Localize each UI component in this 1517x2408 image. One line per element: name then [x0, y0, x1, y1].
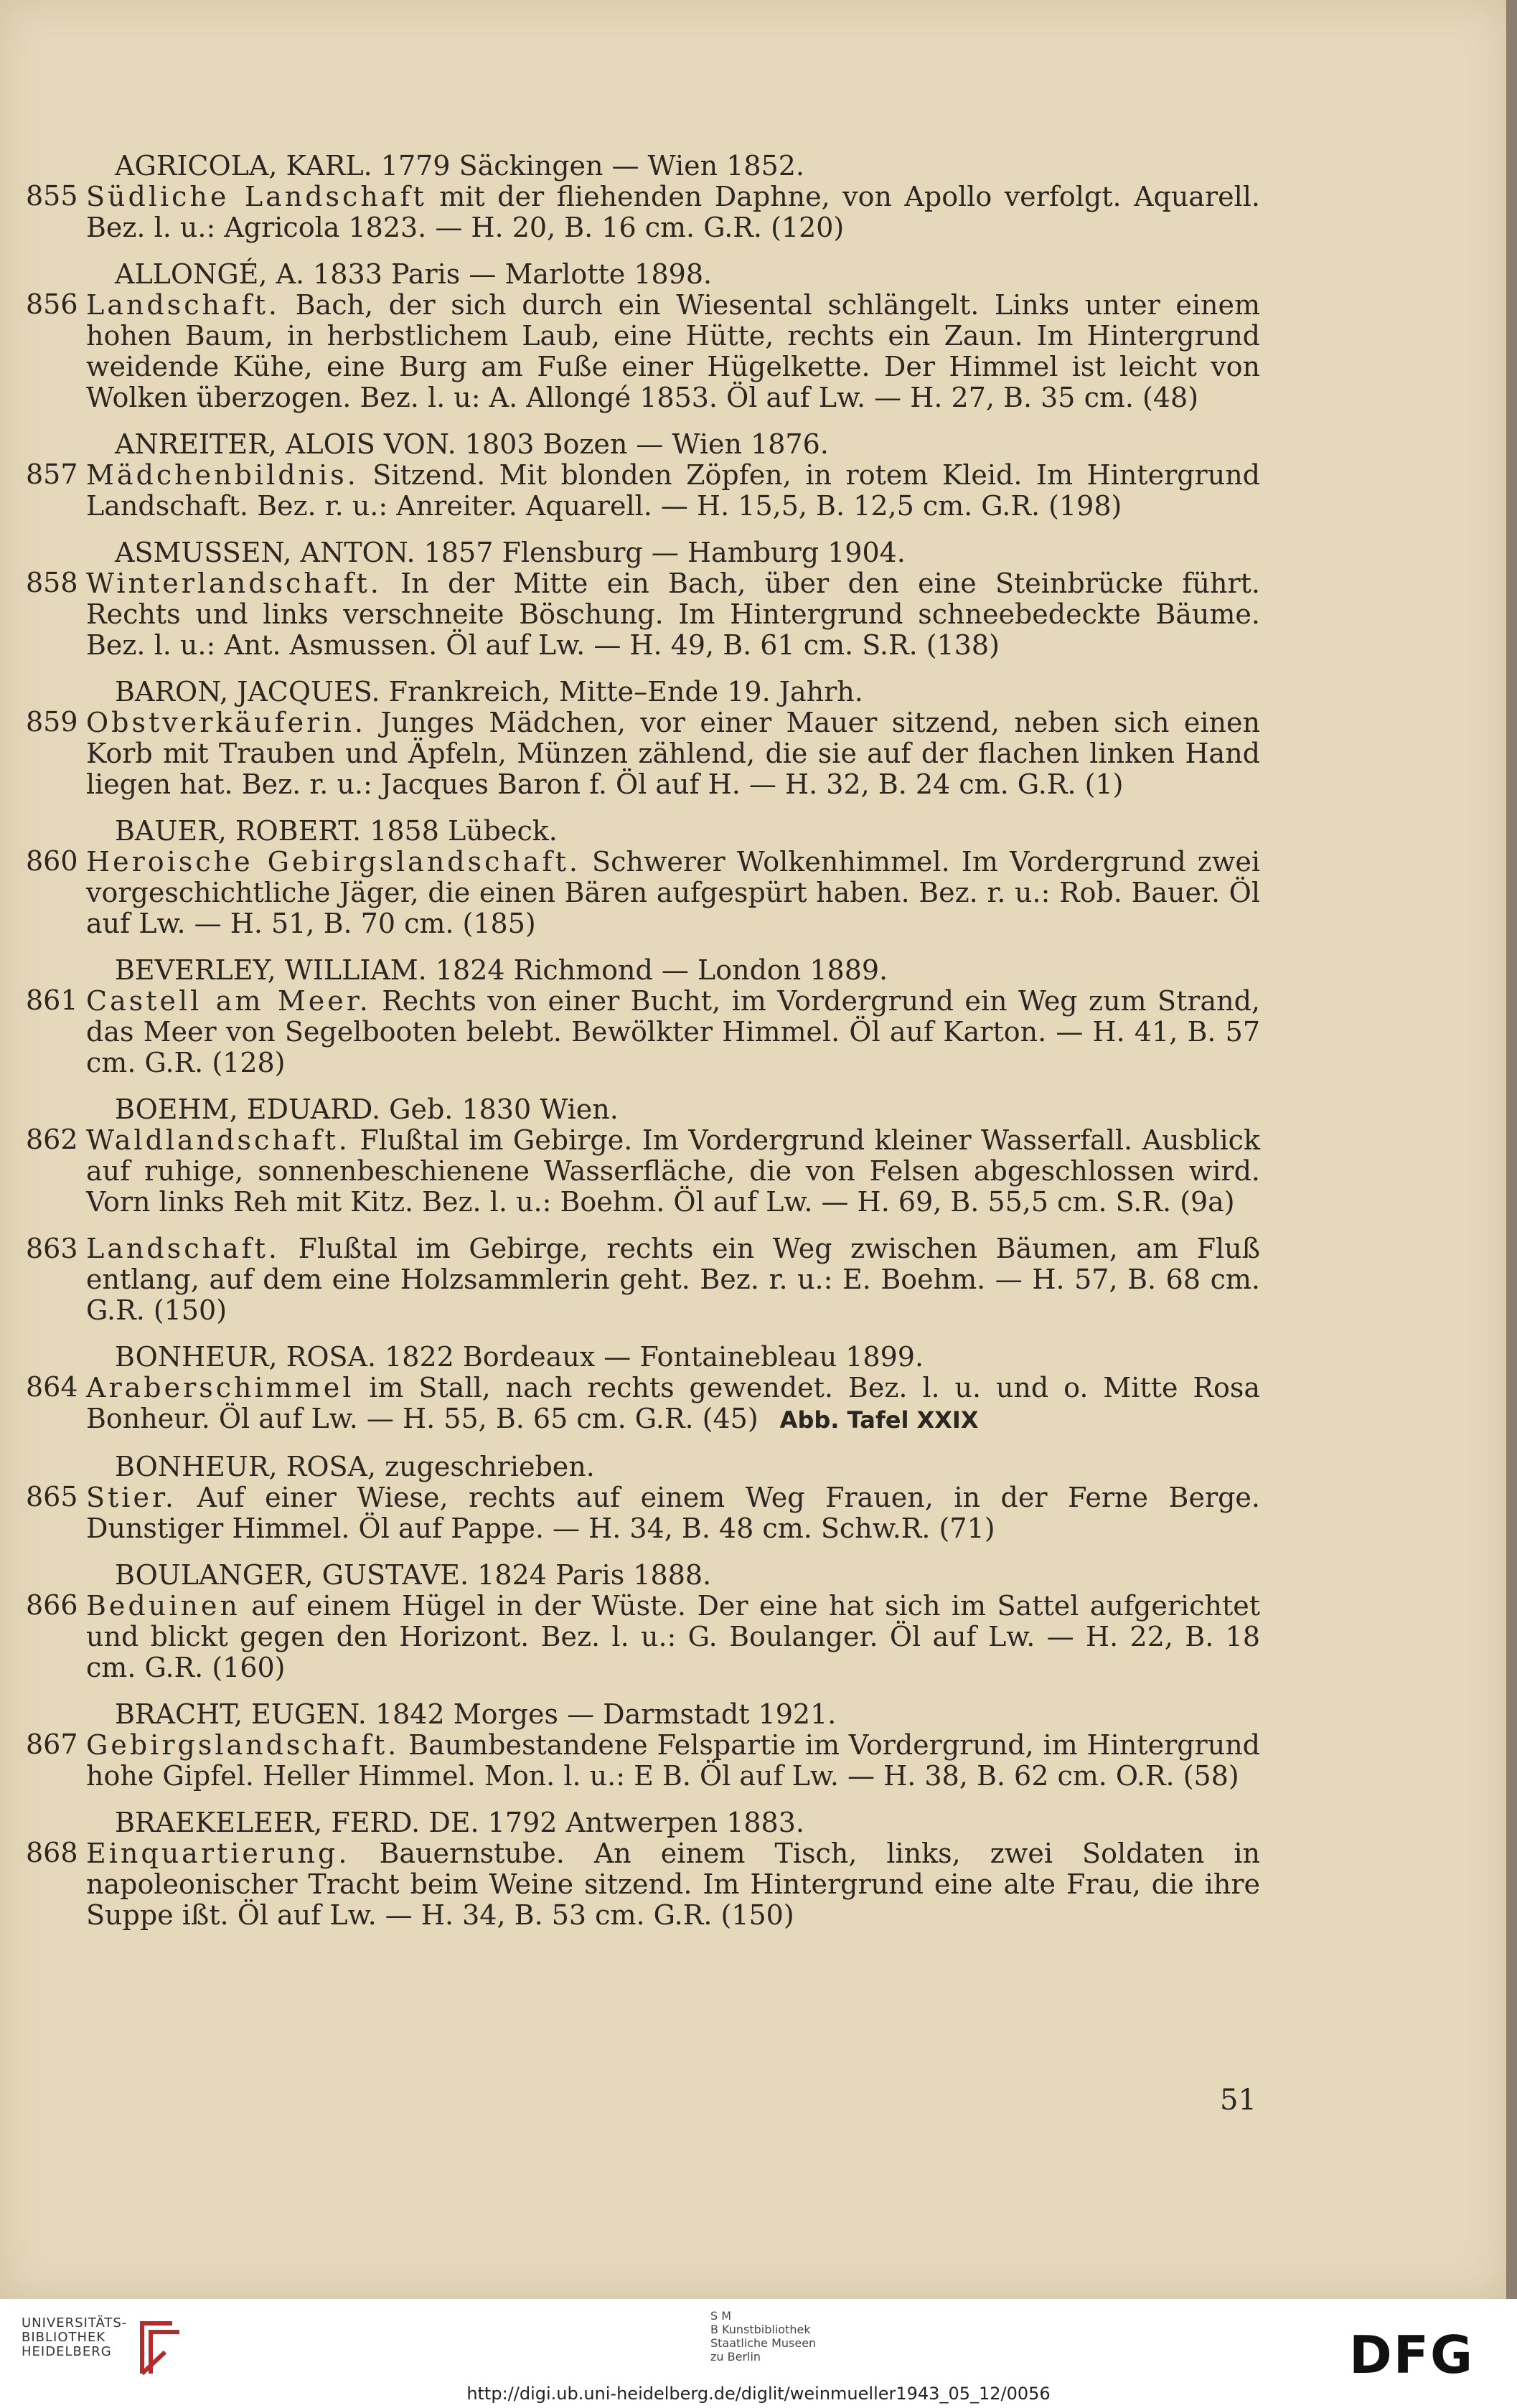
lot-number: 868: [26, 1837, 78, 1868]
work-details: mit der fliehenden Daphne, von Apollo verfolgt. Aquarell. Bez. l. u.: Agricola 1823. — H. 20, B. 16 cm. G.R. (120): [86, 181, 1260, 243]
catalogue-entry: [26, 537, 1260, 661]
work-title: Gebirgslandschaft.: [86, 1729, 400, 1761]
work-details: Junges Mädchen, vor einer Mauer sitzend, neben sich einen Korb mit Trauben und Äpfeln, Münzen zählend, die sie auf der flachen linken Hand liegen hat. Bez. r. u.: Jacques Baron f. Öl auf H. — H. 32, B. 24 cm. G.R. (1): [86, 707, 1260, 800]
work-title: Landschaft.: [86, 289, 281, 321]
work-title: Winterlandschaft.: [86, 568, 382, 599]
library-logo-icon: [136, 2316, 187, 2381]
work-title: Einquartierung.: [86, 1838, 350, 1869]
work-title: Landschaft.: [86, 1233, 281, 1264]
artist-heading: AGRICOLA, KARL. 1779 Säckingen — Wien 1852.: [115, 150, 805, 182]
work-details: Sitzend. Mit blonden Zöpfen, in rotem Kleid. Im Hintergrund Landschaft. Bez. r. u.: Anreiter. Aquarell. — H. 15,5, B. 12,5 cm. G.R. (198): [86, 459, 1260, 522]
work-description: [86, 847, 1260, 939]
catalogue-entry: [26, 1699, 1260, 1792]
plate-reference: Abb. Tafel XXIX: [779, 1406, 979, 1434]
catalogue-entry: [26, 429, 1260, 522]
artist-heading: ANREITER, ALOIS VON. 1803 Bozen — Wien 1876.: [115, 428, 829, 460]
work-description: [86, 182, 1260, 243]
artist-heading: BOULANGER, GUSTAVE. 1824 Paris 1888.: [115, 1559, 712, 1591]
lot-number: 860: [26, 845, 78, 877]
work-description: [86, 707, 1260, 800]
lot-number: 865: [26, 1481, 78, 1513]
work-title: Stier.: [86, 1482, 177, 1513]
work-description: [86, 1591, 1260, 1683]
work-details: Bauernstube. An einem Tisch, links, zwei Soldaten in napoleonischer Tracht beim Weine sitzend. Im Hintergrund eine alte Frau, die ihre Suppe ißt. Öl auf Lw. — H. 34, B. 53 cm. G.R. (150): [86, 1838, 1260, 1931]
smb-line-1: S M: [710, 2309, 732, 2323]
lot-number: 859: [26, 706, 78, 738]
lot-number: 862: [26, 1124, 78, 1155]
smb-line-3: Staatliche Museen: [710, 2336, 817, 2350]
lot-number: 863: [26, 1233, 78, 1264]
work-title: Mädchenbildnis.: [86, 459, 359, 491]
smb-logo[interactable]: [710, 2309, 816, 2364]
catalogue-entries: [26, 151, 1260, 1947]
lot-number: 857: [26, 458, 78, 490]
artist-heading: ASMUSSEN, ANTON. 1857 Flensburg — Hamburg 1904.: [115, 537, 906, 568]
catalogue-entry: [26, 1094, 1260, 1218]
work-details: Bach, der sich durch ein Wiesental schlängelt. Links unter einem hohen Baum, in herbstlichem Laub, eine Hütte, rechts ein Zaun. Im Hintergrund weidende Kühe, eine Burg am Fuße einer Hügelkette. Der Himmel ist leicht von Wolken überzogen. Bez. l. u: A. Allongé 1853. Öl auf Lw. — H. 27, B. 35 cm. (48): [86, 289, 1260, 413]
work-description: [86, 986, 1260, 1078]
source-url-link[interactable]: http://digi.ub.uni-heidelberg.de/diglit/weinmueller1943_05_12/0056: [466, 2384, 1051, 2404]
work-details: Auf einer Wiese, rechts auf einem Weg Frauen, in der Ferne Berge. Dunstiger Himmel. Öl auf Pappe. — H. 34, B. 48 cm. Schw.R. (71): [86, 1482, 1260, 1544]
artist-heading: BEVERLEY, WILLIAM. 1824 Richmond — London 1889.: [115, 954, 888, 986]
lot-number: 864: [26, 1371, 78, 1403]
work-description: [86, 1373, 1260, 1436]
catalogue-entry: [26, 1560, 1260, 1683]
work-details: Flußtal im Gebirge. Im Vordergrund kleiner Wasserfall. Ausblick auf ruhige, sonnenbeschienene Wasserfläche, die von Felsen abgeschlossen wird. Vorn links Reh mit Kitz. Bez. l. u.: Boehm. Öl auf Lw. — H. 69, B. 55,5 cm. S.R. (9a): [86, 1124, 1260, 1218]
artist-heading: ALLONGÉ, A. 1833 Paris — Marlotte 1898.: [115, 258, 713, 290]
lot-number: 856: [26, 288, 78, 320]
work-details: Baumbestandene Felspartie im Vordergrund, im Hintergrund hohe Gipfel. Heller Himmel. Mon. l. u.: E B. Öl auf Lw. — H. 38, B. 62 cm. O.R. (58): [86, 1729, 1260, 1792]
library-name: [22, 2316, 127, 2359]
catalogue-entry: [26, 1342, 1260, 1436]
catalogue-entry: [26, 151, 1260, 243]
work-title: Heroische Gebirgslandschaft.: [86, 846, 581, 878]
library-line-2: BIBLIOTHEK: [22, 2330, 106, 2345]
work-description: [86, 568, 1260, 661]
smb-line-4: zu Berlin: [710, 2350, 761, 2364]
artist-heading: BARON, JACQUES. Frankreich, Mitte–Ende 19. Jahrh.: [115, 676, 863, 707]
work-description: [86, 1730, 1260, 1792]
dfg-logo[interactable]: DFG: [1349, 2325, 1475, 2385]
work-details: Rechts von einer Bucht, im Vordergrund ein Weg zum Strand, das Meer von Segelbooten belebt. Bewölkter Himmel. Öl auf Karton. — H. 41, B. 57 cm. G.R. (128): [86, 985, 1260, 1078]
work-description: [86, 1233, 1260, 1326]
work-details: auf einem Hügel in der Wüste. Der eine hat sich im Sattel aufgerichtet und blickt gegen den Horizont. Bez. l. u.: G. Boulanger. Öl auf Lw. — H. 22, B. 18 cm. G.R. (160): [86, 1590, 1260, 1683]
library-line-1: UNIVERSITÄTS-: [22, 2315, 128, 2331]
work-title: Beduinen: [86, 1590, 240, 1622]
work-details: Flußtal im Gebirge, rechts ein Weg zwischen Bäumen, am Fluß entlang, auf dem eine Holzsammlerin geht. Bez. r. u.: E. Boehm. — H. 57, B. 68 cm. G.R. (150): [86, 1233, 1260, 1326]
work-title: Obstverkäuferin.: [86, 707, 366, 738]
catalogue-entry: [26, 955, 1260, 1078]
lot-number: 867: [26, 1729, 78, 1760]
catalogue-entry: [26, 259, 1260, 413]
catalogue-entry: [26, 1807, 1260, 1931]
work-description: [86, 1838, 1260, 1931]
artist-heading: BOEHM, EDUARD. Geb. 1830 Wien.: [115, 1094, 619, 1125]
lot-number: 858: [26, 567, 78, 598]
work-description: [86, 460, 1260, 522]
artist-heading: BONHEUR, ROSA, zugeschrieben.: [115, 1451, 595, 1482]
page-edge: [1506, 0, 1517, 2299]
work-details: im Stall, nach rechts gewendet. Bez. l. u. und o. Mitte Rosa Bonheur. Öl auf Lw. — H. 55, B. 65 cm. G.R. (45): [86, 1372, 1260, 1434]
catalogue-entry: [26, 1233, 1260, 1326]
artist-heading: BONHEUR, ROSA. 1822 Bordeaux — Fontainebleau 1899.: [115, 1341, 924, 1373]
artist-heading: BRACHT, EUGEN. 1842 Morges — Darmstadt 1921.: [115, 1698, 837, 1730]
artist-heading: BAUER, ROBERT. 1858 Lübeck.: [115, 815, 558, 847]
lot-number: 866: [26, 1589, 78, 1621]
work-title: Waldlandschaft.: [86, 1124, 350, 1156]
work-details: In der Mitte ein Bach, über den eine Steinbrücke führt. Rechts und links verschneite Böschung. Im Hintergrund schneebedeckte Bäume. Bez. l. u.: Ant. Asmussen. Öl auf Lw. — H. 49, B. 61 cm. S.R. (138): [86, 568, 1260, 661]
work-title: Südliche Landschaft: [86, 181, 427, 212]
work-title: Castell am Meer.: [86, 985, 371, 1017]
footer-bar: [0, 2299, 1517, 2408]
lot-number: 855: [26, 180, 78, 212]
catalogue-entry: [26, 1452, 1260, 1544]
library-line-3: HEIDELBERG: [22, 2344, 112, 2359]
work-details: Schwerer Wolkenhimmel. Im Vordergrund zwei vorgeschichtliche Jäger, die einen Bären aufgespürt haben. Bez. r. u.: Rob. Bauer. Öl auf Lw. — H. 51, B. 70 cm. (185): [86, 846, 1260, 939]
page-number: 51: [1220, 2084, 1257, 2117]
lot-number: 861: [26, 984, 78, 1016]
work-title: Araberschimmel: [86, 1372, 354, 1403]
work-description: [86, 1125, 1260, 1218]
catalogue-entry: [26, 816, 1260, 939]
catalogue-entry: [26, 677, 1260, 800]
work-description: [86, 1482, 1260, 1544]
work-description: [86, 290, 1260, 413]
artist-heading: BRAEKELEER, FERD. DE. 1792 Antwerpen 1883.: [115, 1807, 804, 1838]
smb-line-2: B Kunstbibliothek: [710, 2323, 811, 2336]
heidelberg-library-logo[interactable]: [22, 2316, 194, 2374]
